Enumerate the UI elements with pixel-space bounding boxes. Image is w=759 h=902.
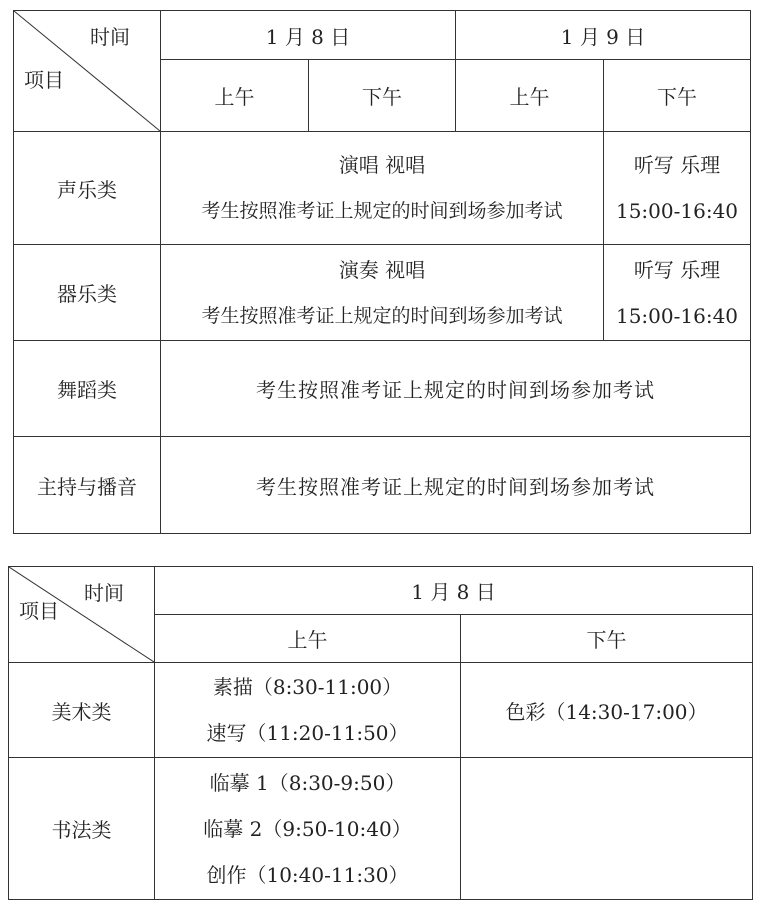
exam-session: 临摹 2（9:50-10:40）: [203, 816, 412, 841]
category-calligraphy: 书法类: [9, 758, 155, 900]
dance-note: 考生按照准考证上规定的时间到场参加考试: [161, 341, 751, 437]
period-morning: 上午: [456, 60, 604, 132]
fine-arts-morning-cell: [155, 663, 461, 758]
exam-subjects: 听写 乐理: [633, 153, 721, 177]
category-instrumental: 器乐类: [14, 245, 161, 341]
header-diagonal-cell: [9, 567, 155, 663]
item-label: 项目: [24, 68, 64, 92]
period-morning: 上午: [155, 615, 461, 663]
art-calligraphy-schedule-table: [8, 566, 753, 900]
exam-time: 15:00-16:40: [615, 303, 739, 328]
header-diagonal-cell: [14, 11, 161, 132]
category-broadcasting: 主持与播音: [14, 437, 161, 534]
date-header-jan8: 1 月 8 日: [161, 11, 456, 60]
exam-subjects: 演唱 视唱: [338, 153, 426, 177]
time-label: 时间: [84, 581, 124, 605]
date-header-jan9: 1 月 9 日: [456, 11, 751, 60]
vocal-side-cell: [604, 132, 751, 245]
music-dance-schedule-table: [13, 10, 751, 534]
fine-arts-afternoon-cell: 色彩（14:30-17:00）: [461, 663, 753, 758]
exam-time: 15:00-16:40: [615, 199, 739, 223]
exam-session: 创作（10:40-11:30）: [206, 862, 409, 887]
exam-note: 考生按照准考证上规定的时间到场参加考试: [201, 304, 563, 327]
instrumental-side-cell: [604, 245, 751, 341]
item-label: 项目: [19, 599, 59, 623]
period-afternoon: 下午: [461, 615, 753, 663]
category-vocal: 声乐类: [14, 132, 161, 245]
category-fine-arts: 美术类: [9, 663, 155, 758]
calligraphy-morning-cell: [155, 758, 461, 900]
exam-subjects: 演奏 视唱: [338, 257, 426, 282]
instrumental-main-cell: [161, 245, 604, 341]
time-label: 时间: [90, 25, 130, 49]
vocal-main-cell: [161, 132, 604, 245]
period-morning: 上午: [161, 60, 309, 132]
date-header-jan8: 1 月 8 日: [155, 567, 753, 615]
exam-session: 素描（8:30-11:00）: [212, 675, 403, 699]
exam-note: 考生按照准考证上规定的时间到场参加考试: [201, 200, 563, 222]
exam-session: 速写（11:20-11:50）: [206, 721, 409, 745]
broadcasting-note: 考生按照准考证上规定的时间到场参加考试: [161, 437, 751, 534]
category-dance: 舞蹈类: [14, 341, 161, 437]
period-afternoon: 下午: [309, 60, 456, 132]
exam-session: 临摹 1（8:30-9:50）: [209, 770, 406, 795]
exam-subjects: 听写 乐理: [633, 257, 721, 282]
period-afternoon: 下午: [604, 60, 751, 132]
calligraphy-afternoon-cell: [461, 758, 753, 900]
